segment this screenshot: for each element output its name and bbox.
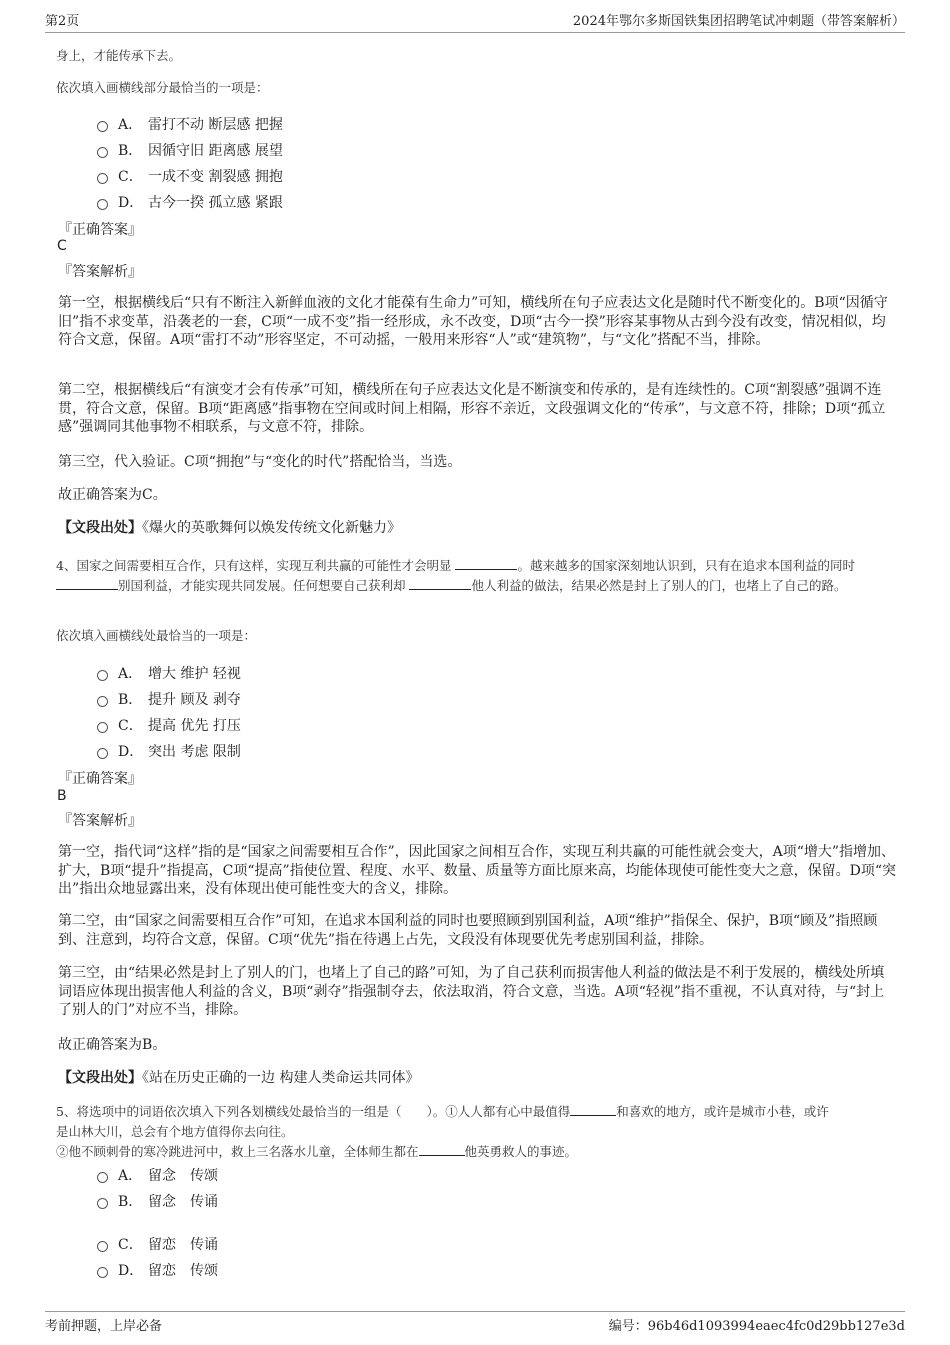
q4-analysis-label: 『答案解析』	[58, 813, 142, 829]
q3-source: 【文段出处】《爆火的英歌舞何以焕发传统文化新魅力》	[58, 520, 401, 536]
q5-options-ab	[97, 1162, 218, 1214]
radio-icon[interactable]	[97, 121, 108, 132]
q5-option-d[interactable]: D． 留恋 传颂	[97, 1257, 218, 1283]
q4-analysis-2: 第二空，由“国家之间需要相互合作”可知，在追求本国利益的同时也要照顾到别国利益，A项“维护”指保全、保护，B项“顾及”指照顾到、注意到，均符合文意，保留。C项“优先”指在待遇上占先，文段没有体现要优先考虑别国利益，排除。	[58, 913, 878, 948]
radio-icon[interactable]	[97, 1198, 108, 1209]
q5-options-cd	[97, 1231, 218, 1283]
q3-options	[97, 111, 283, 215]
q5-blank-2	[419, 1144, 465, 1156]
doc-title: 2024年鄂尔多斯国铁集团招聘笔试冲刺题（带答案解析）	[572, 14, 905, 29]
q3-analysis-1: 第一空，根据横线后“只有不断注入新鲜血液的文化才能葆有生命力”可知，横线所在句子应表达文化是随时代不断变化的。B项“因循守旧”指不求变革，沿袭老的一套，C项“一成不变”指一经形成，永不改变，D项“古今一揆”形容某事物从古到今没有改变，情况相似，均符合文意，保留。A项“雷打不动”形容坚定，不可动摇，一般用来形容“人”或“建筑物”，与“文化”搭配不当，排除。	[58, 295, 888, 348]
q3-answer: C	[57, 238, 67, 254]
footer-slogan: 考前押题，上岸必备	[45, 1319, 163, 1334]
q3-option-d[interactable]: D． 古今一揆 孤立感 紧跟	[97, 189, 283, 215]
q4-analysis-3: 第三空，由“结果必然是封上了别人的门，也堵上了自己的路”可知，为了自己获利而损害他人利益的做法是不利于发展的，横线处所填词语应体现出损害他人利益的含义，B项“剥夺”指强制夺去，依法取消，符合文意，当选。A项“轻视”指不重视，不认真对待，与“封上了别人的门”对应不当，排除。	[58, 965, 885, 1018]
page-header	[45, 10, 905, 33]
q4-analysis-4: 故正确答案为B。	[58, 1037, 167, 1053]
q3-instruction: 依次填入画横线部分最恰当的一项是：	[56, 80, 269, 95]
q3-option-c[interactable]: C． 一成不变 割裂感 拥抱	[97, 163, 283, 189]
q4-source-title: 《站在历史正确的一边 构建人类命运共同体》	[142, 1070, 420, 1086]
q4-source: 【文段出处】《站在历史正确的一边 构建人类命运共同体》	[58, 1070, 420, 1086]
page-footer	[45, 1311, 905, 1334]
q4-analysis-1: 第一空，指代词“这样”指的是“国家之间需要相互合作”，因此国家之间相互合作，实现互利共赢的可能性就会变大，A项“增大”指增加、扩大，B项“提升”指提高，C项“提高”指使位置、程度、水平、数量、质量等方面比原来高，均能体现使可能性变大之意，保留。D项“突出”指出众地显露出来，没有体现出使可能性变大的含义，排除。	[58, 844, 897, 897]
radio-icon[interactable]	[97, 147, 108, 158]
radio-icon[interactable]	[97, 199, 108, 210]
q3-option-a[interactable]: A． 雷打不动 断层感 把握	[97, 111, 283, 137]
q3-tail: 身上，才能传承下去。	[56, 48, 182, 63]
q3-analysis-2: 第二空，根据横线后“有演变才会有传承”可知，横线所在句子应表达文化是不断演变和传承的，是有连续性的。C项“割裂感”强调不连贯，符合文意，保留。B项“距离感”指事物在空间或时间上相隔，形容不亲近，文段强调文化的“传承”，与文意不符，排除；D项“孤立感”强调同其他事物不相联系，与文意不符，排除。	[58, 382, 886, 435]
radio-icon[interactable]	[97, 722, 108, 733]
radio-icon[interactable]	[97, 173, 108, 184]
q4-options	[97, 660, 241, 764]
q4-option-b[interactable]: B． 提升 顾及 剥夺	[97, 686, 241, 712]
q3-analysis-3: 第三空，代入验证。C项“拥抱”与“变化的时代”搭配恰当，当选。	[58, 454, 462, 470]
q5-option-a[interactable]: A． 留念 传颂	[97, 1162, 218, 1188]
radio-icon[interactable]	[97, 1172, 108, 1183]
q4-blank-2	[56, 578, 118, 590]
q5-option-c[interactable]: C． 留恋 传诵	[97, 1231, 218, 1257]
q4-stem: 4、国家之间需要相互合作，只有这样，实现互利共赢的可能性才会明显 。越来越多的国家深刻地认识到，只有在追求本国利益的同时 别国利益，才能实现共同发展。任何想要自己获利却 他人利益的做法，结果必然是封上了别人的门，也堵上了自己的路。	[56, 558, 855, 593]
radio-icon[interactable]	[97, 748, 108, 759]
q3-answer-label: 『正确答案』	[58, 222, 142, 238]
radio-icon[interactable]	[97, 1241, 108, 1252]
q3-analysis-label: 『答案解析』	[58, 264, 142, 280]
q3-source-title: 《爆火的英歌舞何以焕发传统文化新魅力》	[142, 520, 401, 536]
radio-icon[interactable]	[97, 696, 108, 707]
q3-option-b[interactable]: B． 因循守旧 距离感 展望	[97, 137, 283, 163]
q4-option-c[interactable]: C． 提高 优先 打压	[97, 712, 241, 738]
q4-instruction: 依次填入画横线处最恰当的一项是：	[56, 628, 257, 643]
q4-answer-label: 『正确答案』	[58, 771, 142, 787]
q5-blank-1	[570, 1104, 616, 1116]
q4-answer: B	[57, 788, 67, 804]
q5-stem: 5、将选项中的词语依次填入下列各划横线处最恰当的一组是（ ）。①人人都有心中最值得 和喜欢的地方，或许是城市小巷，或许 是山林大川，总会有个地方值得你去向往。 ②他不顾刺骨的寒冷跳进河中，救上三名落水儿童，全体师生都在 他英勇救人的事迹。	[56, 1104, 829, 1159]
q4-blank-3	[409, 578, 471, 590]
q4-option-a[interactable]: A． 增大 维护 轻视	[97, 660, 241, 686]
radio-icon[interactable]	[97, 670, 108, 681]
doc-code: 编号：96b46d1093994eaec4fc0d29bb127e3d	[608, 1319, 905, 1334]
q4-option-d[interactable]: D． 突出 考虑 限制	[97, 738, 241, 764]
q3-analysis-4: 故正确答案为C。	[58, 487, 167, 503]
radio-icon[interactable]	[97, 1267, 108, 1278]
page-number: 第2页	[45, 14, 80, 29]
q4-blank-1	[455, 558, 517, 570]
q5-option-b[interactable]: B． 留念 传诵	[97, 1188, 218, 1214]
